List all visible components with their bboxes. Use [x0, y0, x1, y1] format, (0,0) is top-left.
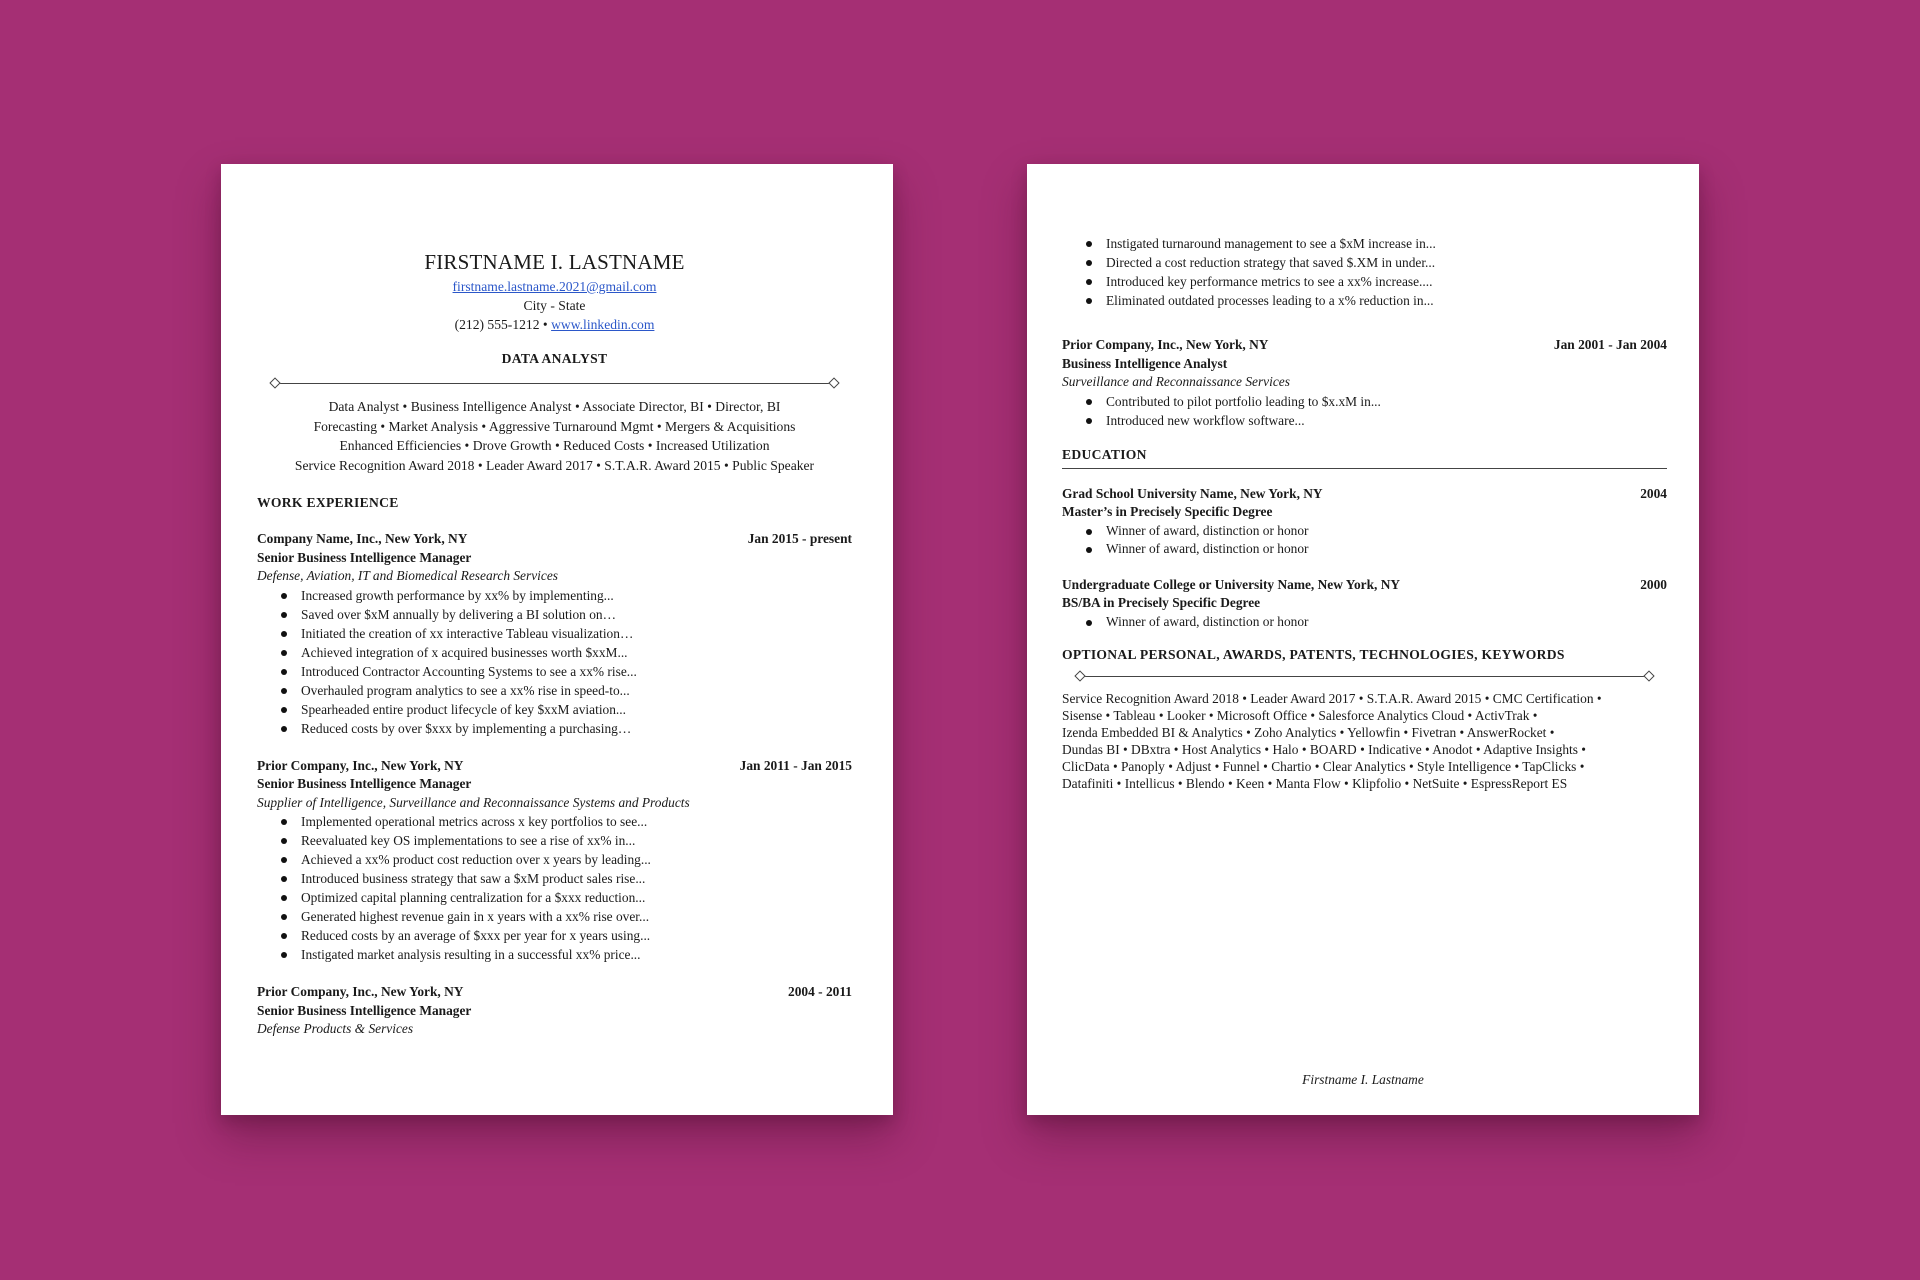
- education-entry: [1062, 485, 1667, 558]
- job-dates: Jan 2015 - present: [747, 531, 852, 546]
- school-name: Grad School University Name, New York, NY: [1062, 485, 1323, 501]
- degree: Master’s in Precisely Specific Degree: [1062, 504, 1273, 519]
- education-entry: [1062, 576, 1667, 631]
- phone-line: [257, 315, 852, 334]
- graduation-year: 2000: [1640, 576, 1667, 592]
- bullet-item: Winner of award, distinction or honor: [1106, 613, 1667, 631]
- job-title: Senior Business Intelligence Manager: [257, 549, 472, 565]
- email-link[interactable]: firstname.lastname.2021@gmail.com: [452, 279, 657, 294]
- bullet-item: Eliminated outdated processes leading to a x% reduction in...: [1106, 291, 1667, 310]
- bullet-item: Reevaluated key OS implementations to see a rise of xx% in...: [301, 831, 852, 850]
- job-dates: Jan 2001 - Jan 2004: [1553, 337, 1667, 352]
- optional-heading: OPTIONAL PERSONAL, AWARDS, PATENTS, TECHNOLOGIES, KEYWORDS: [1062, 646, 1565, 662]
- job-bullets: [1062, 392, 1667, 430]
- keywords-line: Dundas BI • DBxtra • Host Analytics • Halo • BOARD • Indicative • Anodot • Adaptive Insights •: [1062, 741, 1586, 757]
- summary-line: Service Recognition Award 2018 • Leader Award 2017 • S.T.A.R. Award 2015 • Public Speaker: [294, 457, 815, 473]
- bullet-item: Winner of award, distinction or honor: [1106, 540, 1667, 558]
- keywords-block: [1062, 690, 1667, 792]
- job-description: Surveillance and Reconnaissance Services: [1062, 374, 1290, 389]
- phone: (212) 555-1212 •: [454, 317, 548, 332]
- keywords-line: Sisense • Tableau • Looker • Microsoft Office • Salesforce Analytics Cloud • ActivTrak •: [1062, 707, 1538, 723]
- resume-page-2: [1027, 164, 1699, 1115]
- bullet-item: Saved over $xM annually by delivering a BI solution on…: [301, 605, 852, 624]
- bullet-item: Implemented operational metrics across x key portfolios to see...: [301, 812, 852, 831]
- bullet-item: Reduced costs by over $xxx by implementing a purchasing…: [301, 719, 852, 738]
- job-bullets: [257, 586, 852, 738]
- target-role: DATA ANALYST: [501, 351, 608, 366]
- bullet-item: Optimized capital planning centralization for a $xxx reduction...: [301, 888, 852, 907]
- bullet-item: Initiated the creation of xx interactive Tableau visualization…: [301, 624, 852, 643]
- graduation-year: 2004: [1640, 485, 1667, 501]
- education-heading: EDUCATION: [1062, 446, 1147, 462]
- education-section: [1062, 447, 1667, 631]
- job-description: Defense Products & Services: [257, 1021, 414, 1036]
- summary-line: Data Analyst • Business Intelligence Analyst • Associate Director, BI • Director, BI: [328, 399, 781, 414]
- job-description: Defense, Aviation, IT and Biomedical Research Services: [257, 568, 558, 583]
- bullet-item: Overhauled program analytics to see a xx% rise in speed-to...: [301, 681, 852, 700]
- job-bullets: [257, 812, 852, 964]
- bullet-item: Introduced new workflow software...: [1106, 411, 1667, 430]
- keywords-line: Service Recognition Award 2018 • Leader Award 2017 • S.T.A.R. Award 2015 • CMC Certification •: [1062, 690, 1602, 706]
- divider: [1076, 672, 1653, 682]
- bullet-item: Increased growth performance by xx% by implementing...: [301, 586, 852, 605]
- keywords-line: ClicData • Panoply • Adjust • Funnel • Chartio • Clear Analytics • Style Intelligence • TapClicks •: [1062, 758, 1585, 774]
- location: City - State: [523, 298, 586, 313]
- job-entry: [257, 983, 852, 1039]
- bullet-item: Reduced costs by an average of $xxx per year for x years using...: [301, 926, 852, 945]
- bullet-item: Achieved integration of x acquired businesses worth $xxM...: [301, 643, 852, 662]
- bullet-item: Spearheaded entire product lifecycle of key $xxM aviation...: [301, 700, 852, 719]
- work-experience-heading: WORK EXPERIENCE: [257, 495, 399, 510]
- bullet-item: Contributed to pilot portfolio leading to $x.xM in...: [1106, 392, 1667, 411]
- optional-section: [1062, 647, 1667, 792]
- bullet-item: Winner of award, distinction or honor: [1106, 522, 1667, 540]
- company-name: Prior Company, Inc., New York, NY: [257, 757, 464, 773]
- bullet-item: Achieved a xx% product cost reduction over x years by leading...: [301, 850, 852, 869]
- company-name: Company Name, Inc., New York, NY: [257, 531, 468, 546]
- job-dates: Jan 2011 - Jan 2015: [739, 757, 852, 773]
- job-continued-bullets: [1062, 234, 1667, 310]
- degree: BS/BA in Precisely Specific Degree: [1062, 595, 1261, 610]
- bullet-item: Generated highest revenue gain in x years with a xx% rise over...: [301, 907, 852, 926]
- bullet-item: Introduced business strategy that saw a $xM product sales rise...: [301, 869, 852, 888]
- summary-line: Forecasting • Market Analysis • Aggressive Turnaround Mgmt • Mergers & Acquisitions: [313, 418, 796, 434]
- company-name: Prior Company, Inc., New York, NY: [1062, 337, 1269, 352]
- divider: [271, 379, 838, 389]
- job-title: Business Intelligence Analyst: [1062, 355, 1228, 371]
- job-dates: 2004 - 2011: [788, 984, 852, 999]
- job-entry: [257, 757, 852, 965]
- job-title: Senior Business Intelligence Manager: [257, 1002, 472, 1018]
- resume-header: [257, 250, 852, 367]
- job-entry: [257, 530, 852, 738]
- bullet-item: Introduced Contractor Accounting Systems to see a xx% rise...: [301, 662, 852, 681]
- section-rule: [1062, 468, 1667, 469]
- linkedin-link[interactable]: www.linkedin.com: [551, 317, 655, 332]
- summary-block: [257, 397, 852, 475]
- footer-name: Firstname I. Lastname: [1302, 1072, 1424, 1087]
- company-name: Prior Company, Inc., New York, NY: [257, 984, 464, 999]
- summary-line: Enhanced Efficiencies • Drove Growth • Reduced Costs • Increased Utilization: [339, 438, 770, 453]
- job-title: Senior Business Intelligence Manager: [257, 776, 472, 791]
- keywords-line: Datafiniti • Intellicus • Blendo • Keen • Manta Flow • Klipfolio • NetSuite • EspressReport ES: [1062, 775, 1568, 791]
- job-description: Supplier of Intelligence, Surveillance and Reconnaissance Systems and Products: [257, 794, 690, 810]
- bullet-item: Instigated market analysis resulting in a successful xx% price...: [301, 945, 852, 964]
- candidate-name: FIRSTNAME I. LASTNAME: [424, 250, 685, 274]
- job-entry: [1062, 336, 1667, 430]
- bullet-item: Directed a cost reduction strategy that saved $.XM in under...: [1106, 253, 1667, 272]
- job-bullets: [1062, 234, 1667, 310]
- resume-page-1: [221, 164, 893, 1115]
- school-name: Undergraduate College or University Name, New York, NY: [1062, 576, 1401, 592]
- keywords-line: Izenda Embedded BI & Analytics • Zoho Analytics • Yellowfin • Fivetran • AnswerRocket •: [1062, 724, 1555, 740]
- education-bullets: [1062, 613, 1667, 631]
- bullet-item: Introduced key performance metrics to see a xx% increase....: [1106, 272, 1667, 291]
- bullet-item: Instigated turnaround management to see a $xM increase in...: [1106, 234, 1667, 253]
- education-bullets: [1062, 522, 1667, 558]
